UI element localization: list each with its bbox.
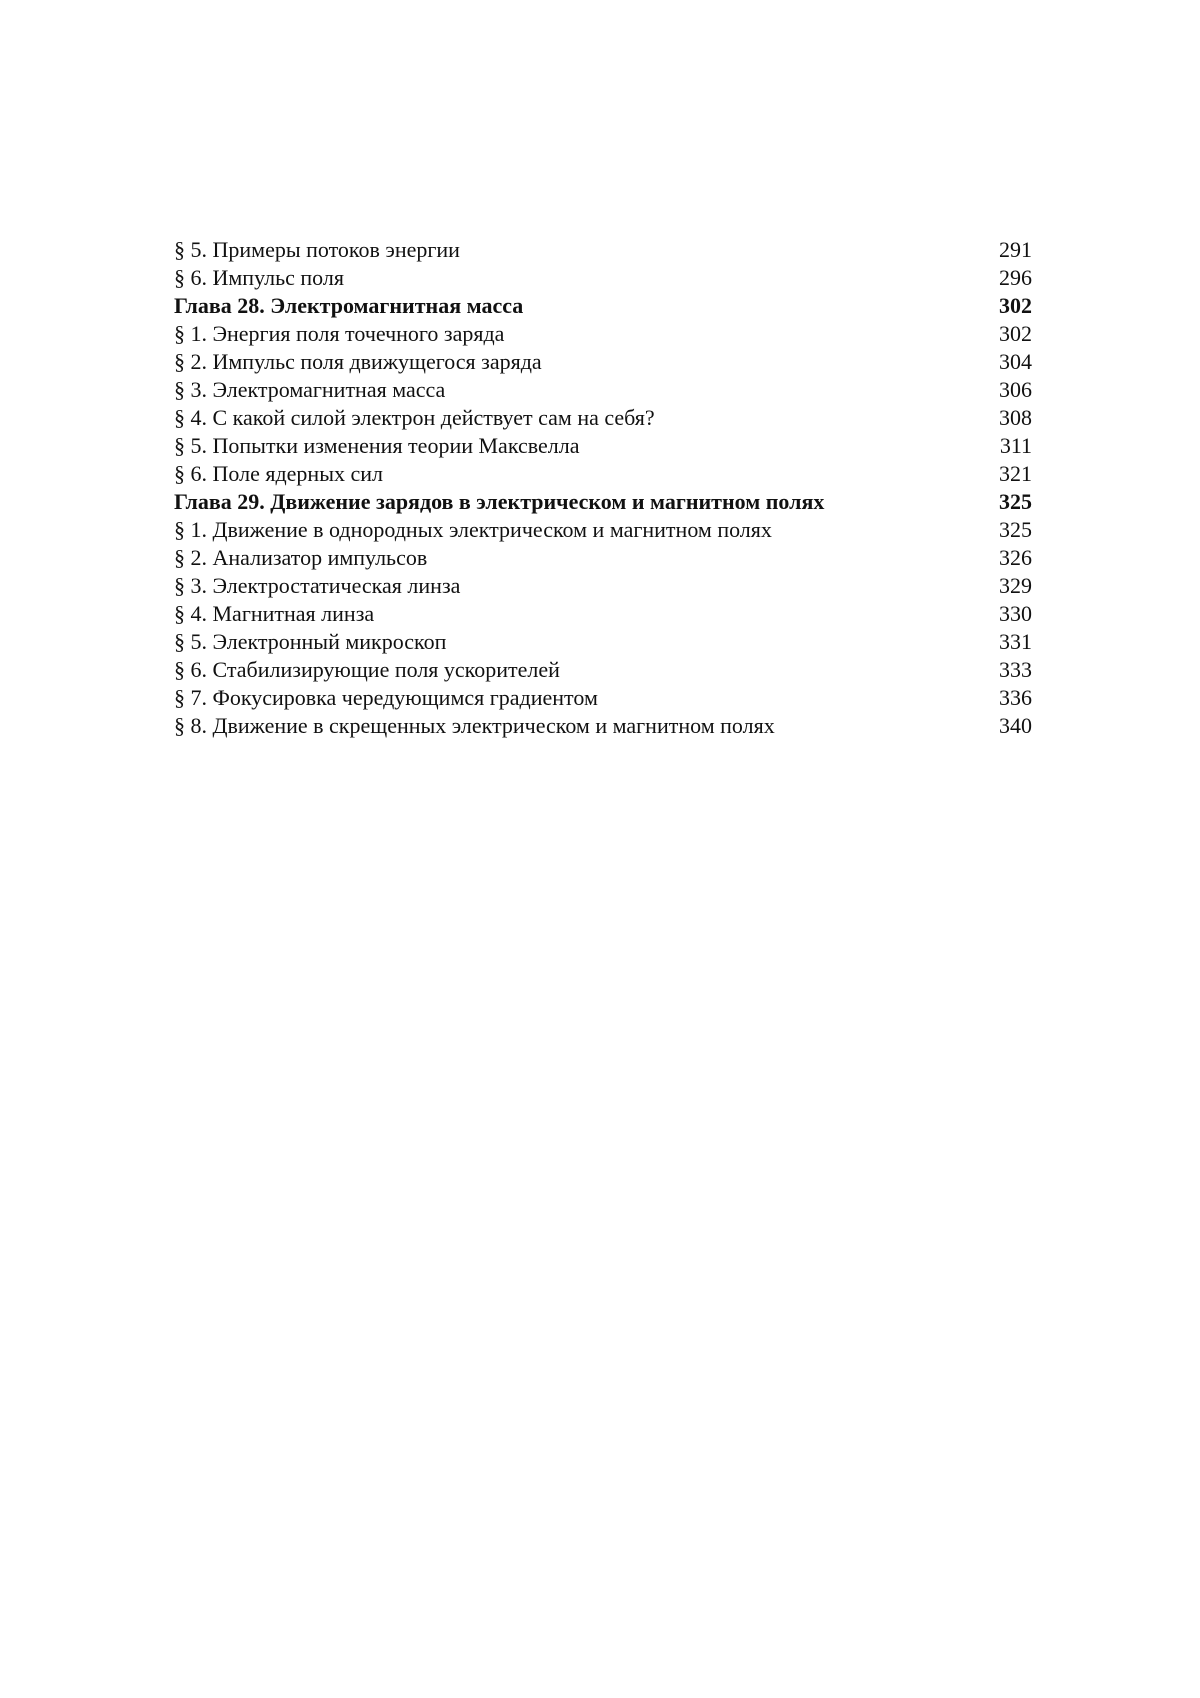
toc-entry — [174, 516, 1032, 544]
toc-entry — [174, 684, 1032, 712]
toc-entry — [174, 404, 1032, 432]
toc-entry-page: 311 — [999, 433, 1032, 458]
toc-entry-page: 296 — [999, 265, 1032, 290]
toc-entry-title: § 4. С какой силой электрон действует сам на себя? — [174, 405, 655, 430]
toc-entry-title: § 6. Импульс поля — [174, 265, 344, 290]
toc-entry-page: 306 — [999, 377, 1032, 402]
toc-entry — [174, 712, 1032, 740]
toc-entry-title: § 5. Электронный микроскоп — [174, 629, 447, 654]
toc-entry — [174, 572, 1032, 600]
toc-entry-title: § 5. Примеры потоков энергии — [174, 237, 460, 262]
toc-entry — [174, 264, 1032, 292]
toc-entry-page: 321 — [999, 461, 1032, 486]
toc-chapter-heading — [174, 488, 1032, 516]
toc-entry-page: 304 — [999, 349, 1032, 374]
toc-entry-title: § 3. Электромагнитная масса — [174, 377, 446, 402]
toc-entry-title: § 6. Поле ядерных сил — [174, 461, 383, 486]
toc-entry-title: § 6. Стабилизирующие поля ускорителей — [174, 657, 560, 682]
toc-entry — [174, 628, 1032, 656]
toc-entry-title: § 8. Движение в скрещенных электрическом и магнитном полях — [174, 713, 775, 738]
toc-entry-page: 308 — [999, 405, 1032, 430]
toc-entry — [174, 600, 1032, 628]
toc-entry-page: 291 — [999, 237, 1032, 262]
toc-chapter-page: 325 — [999, 489, 1032, 514]
toc-entry-page: 325 — [999, 517, 1032, 542]
toc-chapter-heading — [174, 292, 1032, 320]
toc-entry-title: § 3. Электростатическая линза — [174, 573, 461, 598]
toc-entry-page: 330 — [999, 601, 1032, 626]
toc-entry-page: 329 — [999, 573, 1032, 598]
toc-chapter-title: Глава 29. Движение зарядов в электрическом и магнитном полях — [174, 489, 825, 514]
toc-entry-title: § 1. Энергия поля точечного заряда — [174, 321, 505, 346]
toc-entry-page: 302 — [999, 321, 1032, 346]
toc-entry-page: 326 — [999, 545, 1032, 570]
toc-entry-page: 333 — [999, 657, 1032, 682]
toc-entry-page: 340 — [999, 713, 1032, 738]
toc-entry — [174, 376, 1032, 404]
toc-entry — [174, 544, 1032, 572]
toc-entry — [174, 348, 1032, 376]
toc-entry — [174, 320, 1032, 348]
toc-entry-page: 336 — [999, 685, 1032, 710]
toc-entry-title: § 7. Фокусировка чередующимся градиентом — [174, 685, 598, 710]
toc-entry — [174, 656, 1032, 684]
toc-entry — [174, 460, 1032, 488]
toc-entry-title: § 5. Попытки изменения теории Максвелла — [174, 433, 580, 458]
toc-chapter-title: Глава 28. Электромагнитная масса — [174, 293, 524, 318]
toc-entry — [174, 432, 1032, 460]
toc-chapter-page: 302 — [999, 293, 1032, 318]
toc-entry-title: § 2. Анализатор импульсов — [174, 545, 428, 570]
toc-entry-page: 331 — [999, 629, 1032, 654]
toc-entry-title: § 2. Импульс поля движущегося заряда — [174, 349, 542, 374]
table-of-contents — [174, 236, 1032, 740]
toc-entry — [174, 236, 1032, 264]
toc-entry-title: § 4. Магнитная линза — [174, 601, 375, 626]
toc-entry-title: § 1. Движение в однородных электрическом и магнитном полях — [174, 517, 772, 542]
